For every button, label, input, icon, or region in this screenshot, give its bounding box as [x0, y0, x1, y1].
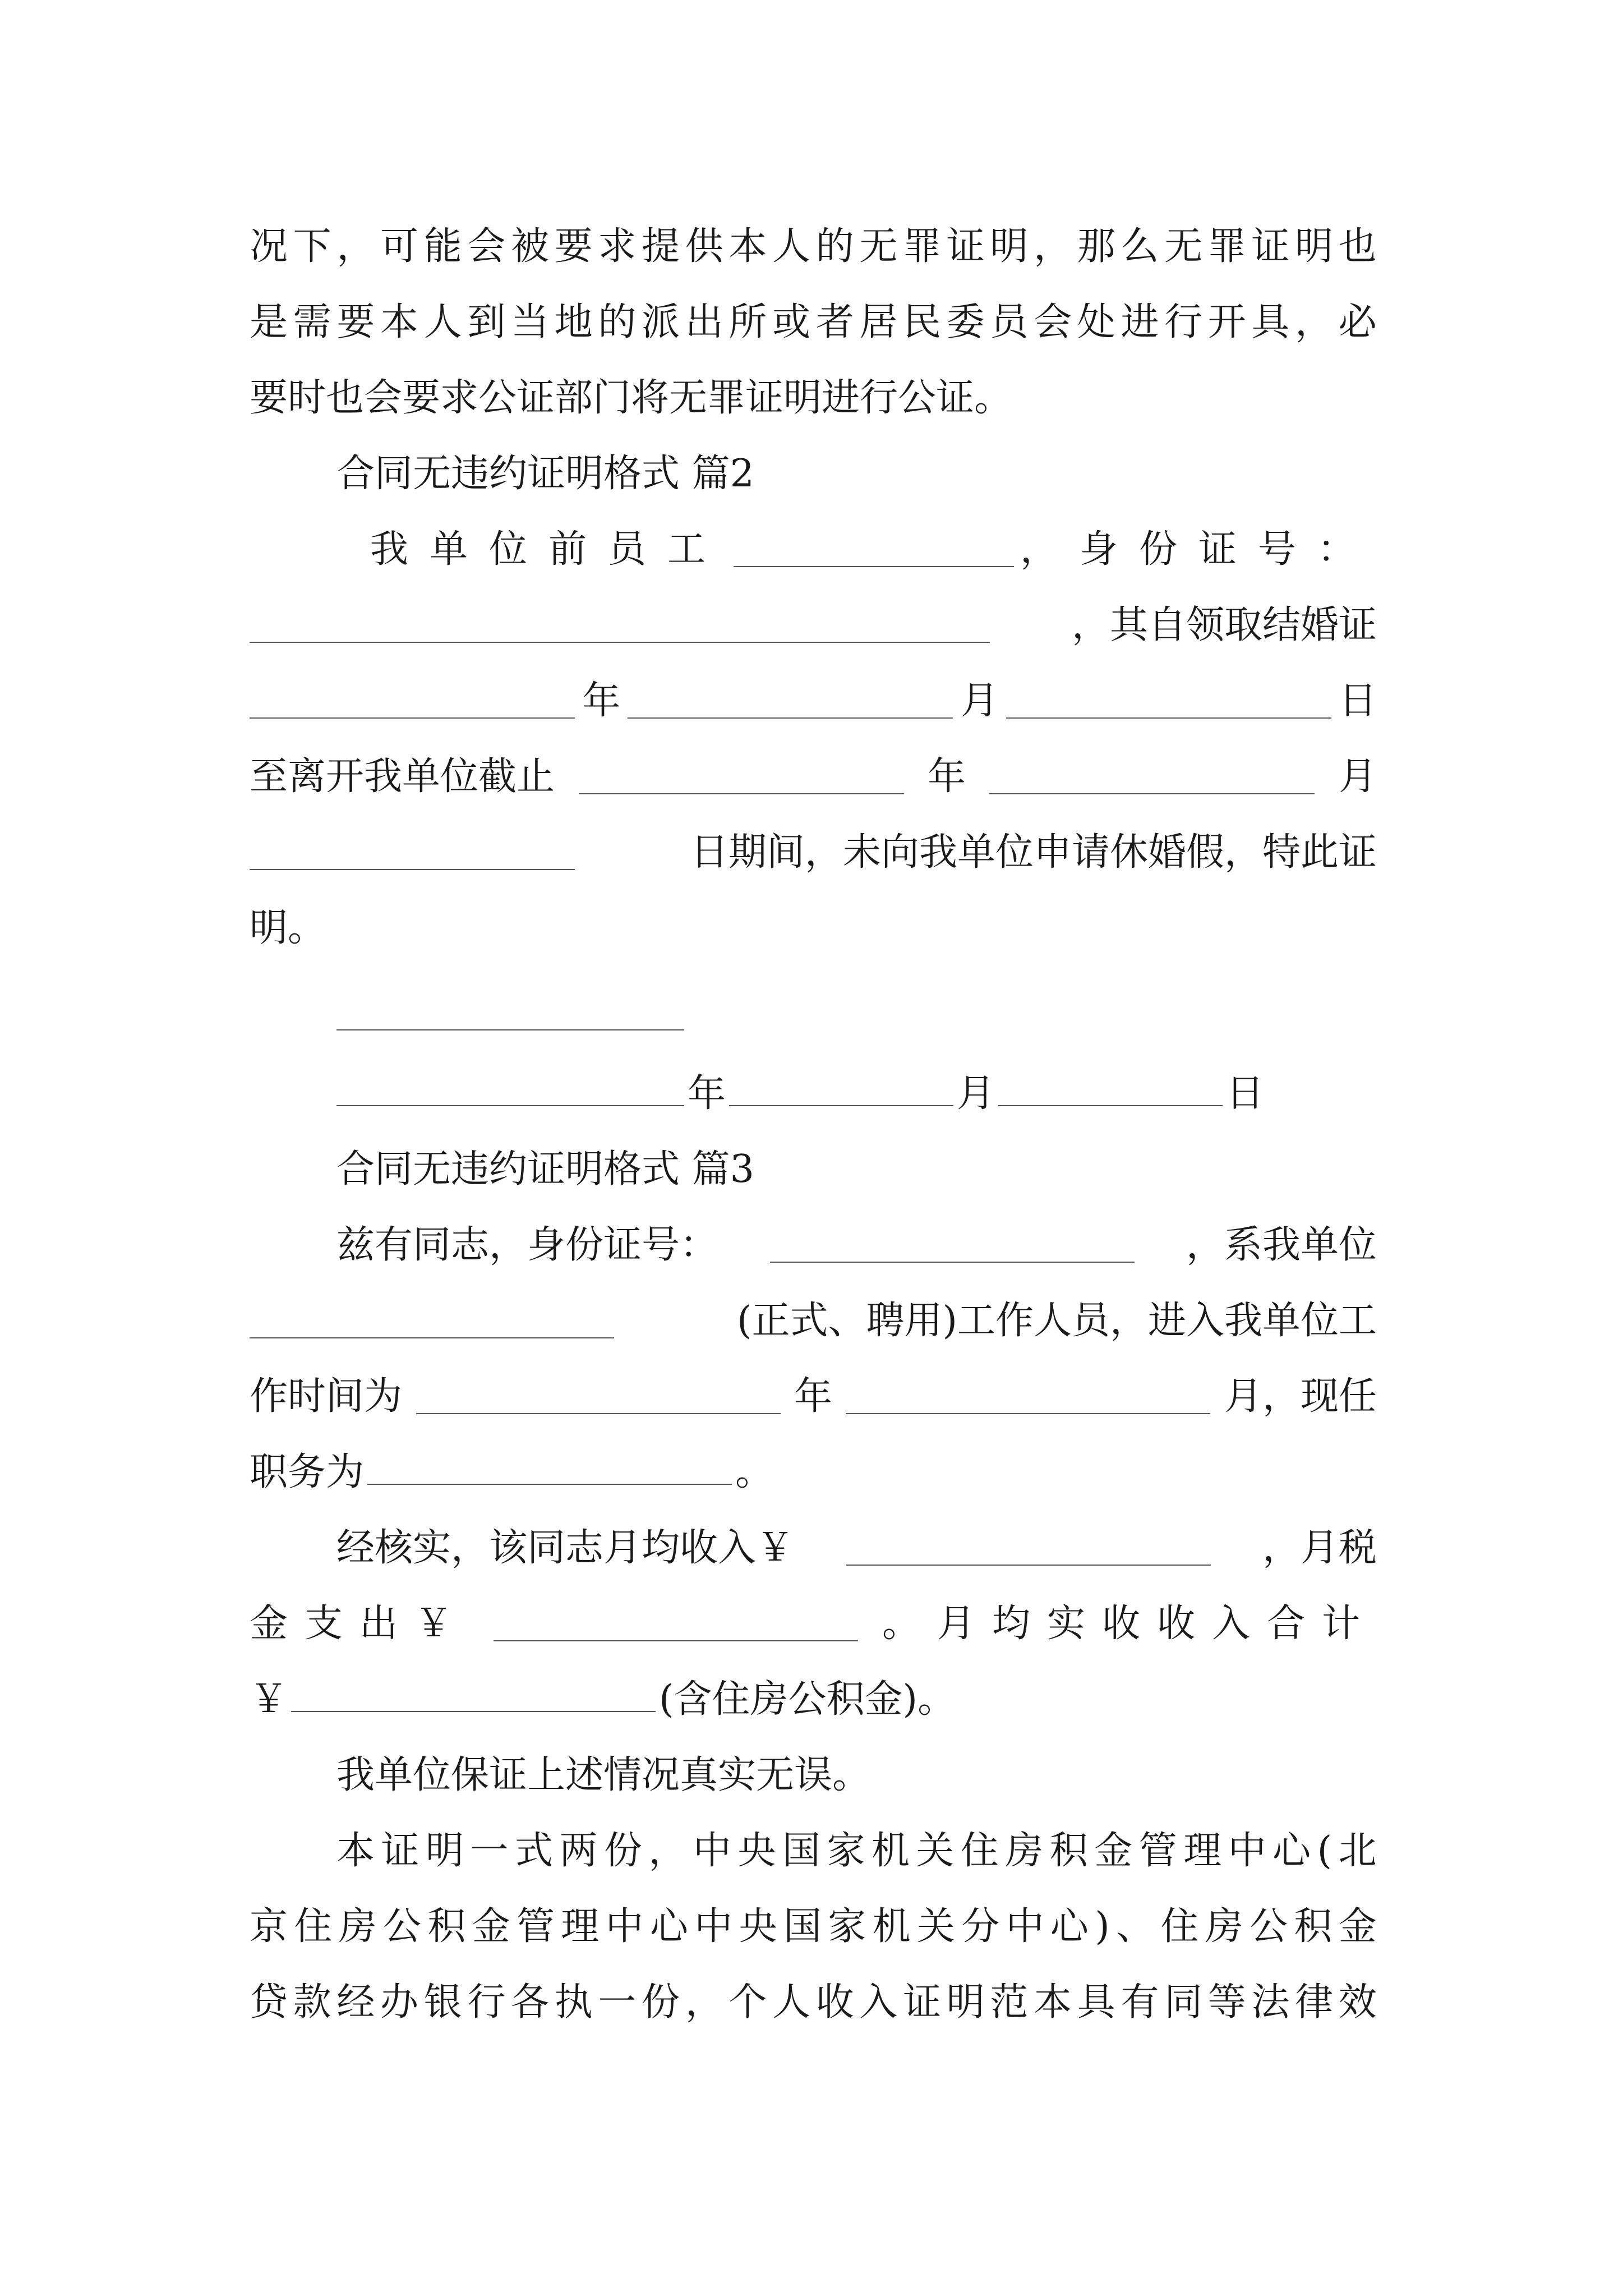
section3-line-7	[250, 1669, 1377, 1731]
intro-line-3	[250, 367, 1377, 429]
intro-line-2	[250, 292, 1377, 353]
intro-text-1: 况 下 ， 可 能 会 被 要 求 提 供 本 人 的 无 罪 证 明 ， 那 么 无 罪 证 明 也	[250, 224, 1377, 269]
sign-year-blank[interactable]	[336, 1071, 684, 1106]
intro-text-2: 是 需 要 本 人 到 当 地 的 派 出 所 或 者 居 民 委 员 会 处 进 行 开 具 ， 必	[250, 300, 1377, 344]
position-label: 职务为	[250, 1450, 365, 1494]
tax-expense-blank[interactable]	[494, 1607, 858, 1641]
section3-line-3	[250, 1366, 1377, 1428]
copies-text-1: 本 证 明 一 式 两 份 ， 中 央 国 家 机 关 住 房 积 金 管 理 中 心 ( 北	[336, 1829, 1377, 1873]
section2-title-text: 合同无违约证明格式 篇2	[336, 452, 754, 496]
start-month-blank[interactable]	[628, 684, 953, 719]
marriage-cert-text: ，其自领取结婚证	[1071, 603, 1377, 647]
copies-text-2: 京 住 房 公 积 金 管 理 中 心 中 央 国 家 机 关 分 中 心 ) 、 住 房 公 积 金	[250, 1904, 1377, 1949]
section2-line-6	[250, 898, 1377, 959]
current-position-label: 月，现任	[1224, 1374, 1377, 1419]
section2-line-4	[250, 746, 1377, 808]
section2-line-3	[250, 670, 1377, 732]
year-label: 年	[794, 1374, 832, 1419]
certify-end-text: 明。	[250, 906, 326, 950]
section3-line-11	[250, 1972, 1377, 2033]
id-number-blank[interactable]	[250, 608, 990, 643]
year-label: 年	[688, 1071, 726, 1116]
comrade-id-label: 兹有同志，身份证号：	[336, 1223, 718, 1267]
section2-line-5	[250, 822, 1377, 884]
net-income-label: 。月均实收收入合计	[882, 1602, 1377, 1646]
position-blank[interactable]	[367, 1450, 732, 1485]
end-day-blank[interactable]	[250, 835, 575, 870]
section2-title	[336, 443, 1377, 505]
section3-title	[336, 1139, 1377, 1200]
yen-symbol: ￥	[250, 1677, 288, 1722]
month-label: 月	[957, 1071, 995, 1116]
section2-line-2	[250, 595, 1377, 656]
period-mark: 。	[735, 1450, 774, 1494]
unit-signature-blank[interactable]	[336, 996, 684, 1030]
start-day-blank[interactable]	[1006, 684, 1331, 719]
monthly-income-blank[interactable]	[846, 1531, 1211, 1566]
net-income-blank[interactable]	[291, 1677, 656, 1712]
end-year-blank[interactable]	[579, 760, 904, 794]
signature-line	[336, 987, 695, 1049]
sign-month-blank[interactable]	[729, 1071, 953, 1106]
section3-line-10	[250, 1896, 1377, 1958]
section3-line-8	[336, 1745, 1377, 1806]
copies-text-3: 贷 款 经 办 银 行 各 执 一 份 ， 个 人 收 入 证 明 范 本 具 有 同 等 法 律 效	[250, 1980, 1377, 2024]
section3-line-2	[250, 1290, 1377, 1352]
monthly-tax-label: ，月税	[1262, 1526, 1377, 1570]
employment-type-blank[interactable]	[250, 1304, 614, 1338]
signature-date-line	[336, 1063, 1290, 1125]
monthly-income-label: 经核实，该同志月均收入￥	[336, 1526, 795, 1570]
employment-type-text: (正式、聘用)工作人员，进入我单位工	[736, 1299, 1377, 1343]
id-number-label: ，身份证号：	[1020, 527, 1377, 572]
section3-line-6	[250, 1593, 1377, 1655]
intro-line-1	[250, 216, 1377, 278]
join-time-label: 作时间为	[250, 1374, 403, 1419]
month-label: 月	[960, 679, 999, 723]
comrade-id-blank[interactable]	[770, 1228, 1135, 1263]
join-month-blank[interactable]	[846, 1379, 1210, 1414]
no-leave-text: 日期间，未向我单位申请休婚假，特此证	[690, 830, 1377, 875]
month-label: 月	[1338, 754, 1377, 799]
section3-line-9	[336, 1820, 1377, 1882]
sign-day-blank[interactable]	[998, 1071, 1223, 1106]
intro-text-3: 要时也会要求公证部门将无罪证明进行公证。	[250, 376, 1013, 420]
guarantee-text: 我单位保证上述情况真实无误。	[336, 1753, 871, 1797]
section3-line-4	[250, 1442, 1377, 1503]
section3-title-text: 合同无违约证明格式 篇3	[336, 1147, 754, 1191]
end-month-blank[interactable]	[989, 760, 1315, 794]
leave-until-text: 至离开我单位截止	[250, 754, 555, 799]
employer-label: ，系我单位	[1186, 1223, 1377, 1267]
tax-expense-label: 金支出￥	[250, 1602, 470, 1646]
section3-line-5	[336, 1517, 1377, 1579]
section3-line-1	[336, 1214, 1377, 1276]
join-year-blank[interactable]	[416, 1379, 781, 1414]
section2-line-1	[370, 519, 1377, 581]
housing-fund-note: (含住房公积金)。	[659, 1677, 956, 1722]
year-label: 年	[582, 679, 621, 723]
day-label: 日	[1226, 1071, 1265, 1116]
year-label: 年	[927, 754, 966, 799]
former-employee-label: 我单位前员工	[370, 527, 727, 572]
employee-name-blank[interactable]	[734, 532, 1014, 567]
day-label: 日	[1338, 679, 1377, 723]
start-year-blank[interactable]	[250, 684, 575, 719]
